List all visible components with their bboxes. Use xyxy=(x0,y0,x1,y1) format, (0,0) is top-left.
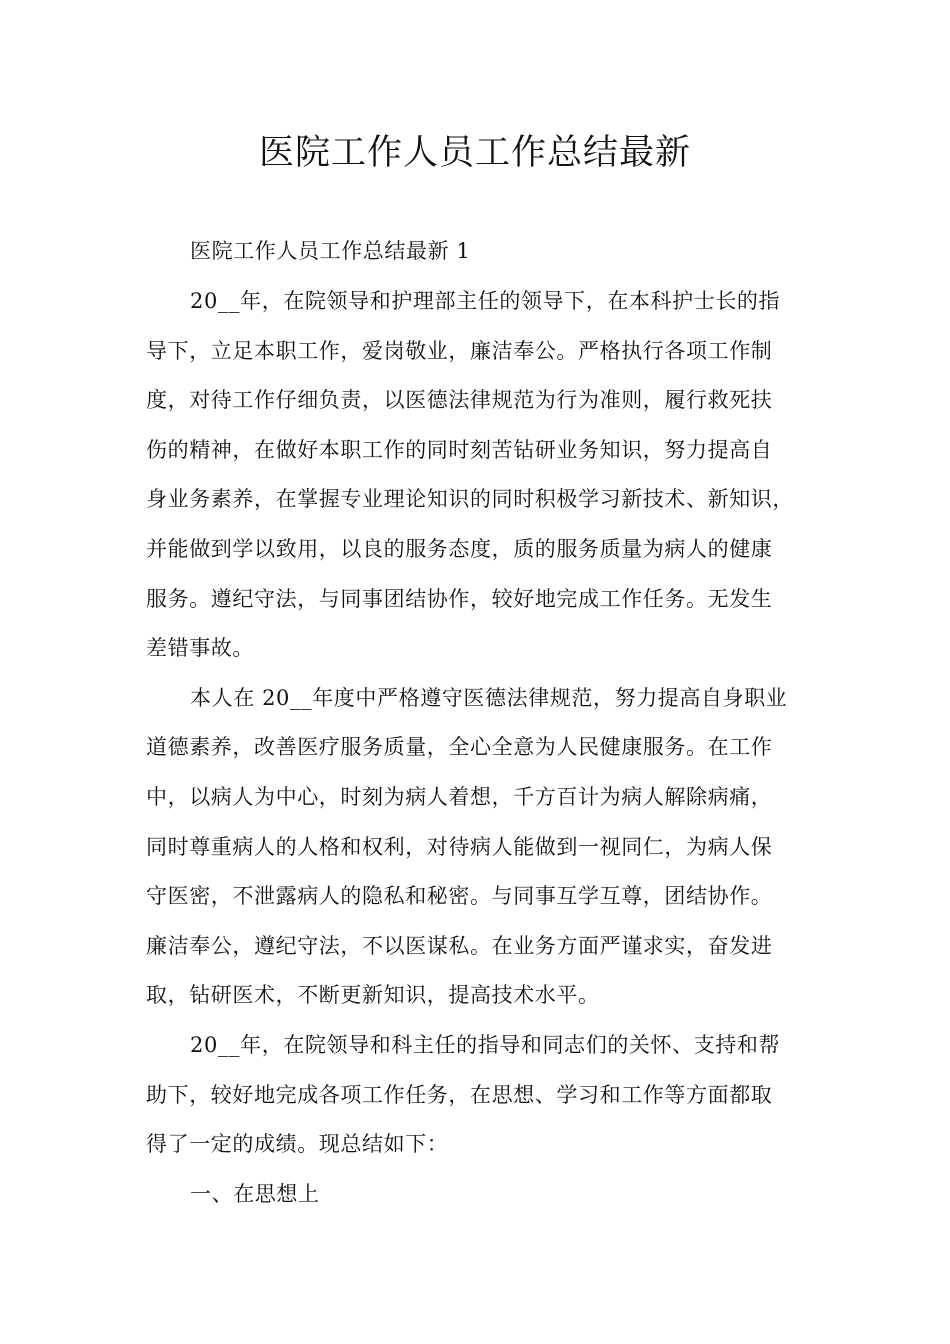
paragraph-line: 20__年，在院领导和护理部主任的领导下，在本科护士长的指 xyxy=(190,289,781,313)
paragraph-line: 并能做到学以致用，以良的服务态度，质的服务质量为病人的健康 xyxy=(146,537,773,561)
paragraph-line: 中，以病人为中心，时刻为病人着想，千方百计为病人解除病痛， xyxy=(146,785,773,809)
paragraph-line: 身业务素养，在掌握专业理论知识的同时积极学习新技术、新知识， xyxy=(146,487,794,511)
paragraph-line: 道德素养，改善医疗服务质量，全心全意为人民健康服务。在工作 xyxy=(146,735,773,759)
paragraph-line: 同时尊重病人的人格和权利，对待病人能做到一视同仁，为病人保 xyxy=(146,835,773,859)
paragraph-line: 廉洁奉公，遵纪守法，不以医谋私。在业务方面严谨求实，奋发进 xyxy=(146,934,773,958)
section-heading: 一、在思想上 xyxy=(190,1182,320,1206)
paragraph-line: 伤的精神，在做好本职工作的同时刻苦钻研业务知识，努力提高自 xyxy=(146,438,773,462)
section-heading: 医院工作人员工作总结最新 1 xyxy=(190,239,471,263)
paragraph-line: 导下，立足本职工作，爱岗敬业，廉洁奉公。严格执行各项工作制 xyxy=(146,339,773,363)
paragraph-line: 差错事故。 xyxy=(146,636,254,660)
paragraph-line: 20__年，在院领导和科主任的指导和同志们的关怀、支持和帮 xyxy=(190,1033,781,1057)
paragraph-line: 度，对待工作仔细负责，以医德法律规范为行为准则，履行救死扶 xyxy=(146,388,773,412)
paragraph-line: 取，钻研医术，不断更新知识，提高技术水平。 xyxy=(146,983,600,1007)
document-title: 医院工作人员工作总结最新 xyxy=(258,133,691,173)
paragraph-line: 助下，较好地完成各项工作任务，在思想、学习和工作等方面都取 xyxy=(146,1083,773,1107)
paragraph-line: 本人在 20__年度中严格遵守医德法律规范，努力提高自身职业 xyxy=(190,686,788,710)
paragraph-line: 服务。遵纪守法，与同事团结协作，较好地完成工作任务。无发生 xyxy=(146,587,773,611)
paragraph-line: 守医密，不泄露病人的隐私和秘密。与同事互学互尊，团结协作。 xyxy=(146,884,773,908)
paragraph-line: 得了一定的成绩。现总结如下： xyxy=(146,1132,449,1156)
